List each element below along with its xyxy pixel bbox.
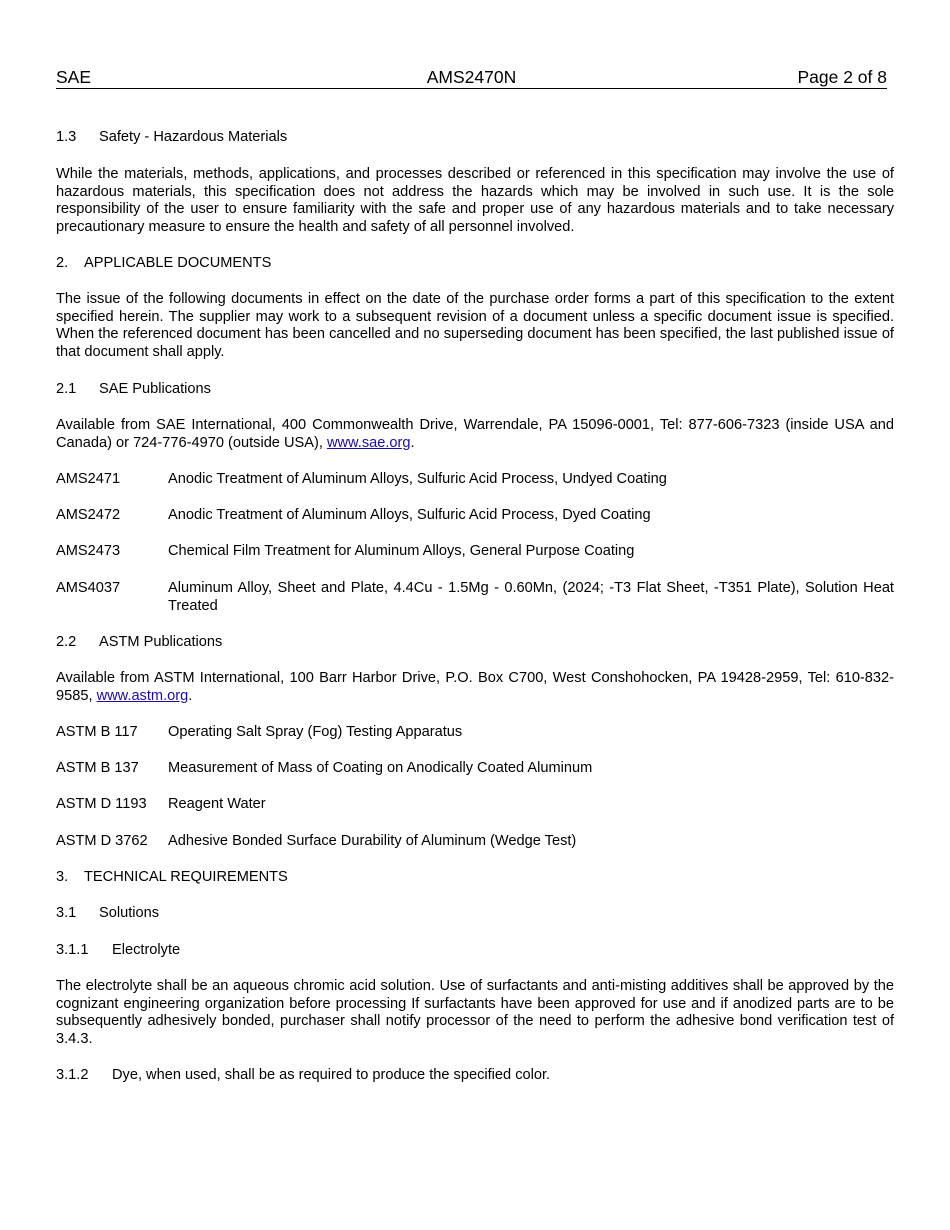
reference-row	[56, 724, 894, 742]
reference-row	[56, 507, 894, 525]
reference-code: AMS2473	[56, 543, 121, 559]
reference-title: Chemical Film Treatment for Aluminum Alloys, General Purpose Coating	[168, 543, 635, 559]
reference-row	[56, 543, 894, 561]
header-doc-id: AMS2470N	[426, 67, 517, 87]
reference-code: ASTM B 117	[56, 724, 138, 740]
astm-availability-text: Available from ASTM International, 100 Barr Harbor Drive, P.O. Box C700, West Conshohocken, PA 19428-2959, Tel: 610-832-9585, www.astm.org.	[56, 670, 894, 704]
header-org: SAE	[56, 67, 92, 87]
reference-code: ASTM B 137	[56, 760, 139, 776]
reference-code: AMS2472	[56, 507, 121, 523]
reference-code: AMS4037	[56, 580, 121, 596]
section-heading-3-1-1: 3.1.1 Electrolyte	[56, 942, 181, 958]
sae-availability-text: Available from SAE International, 400 Commonwealth Drive, Warrendale, PA 15096-0001, Tel: 877-606-7323 (inside USA and Canada) or 724-776-4970 (outside USA), www.sae.org.	[56, 417, 894, 451]
reference-row	[56, 471, 894, 489]
section-heading-1-3: 1.3 Safety - Hazardous Materials	[56, 129, 288, 145]
section-heading-2-1: 2.1 SAE Publications	[56, 381, 211, 397]
reference-title: Operating Salt Spray (Fog) Testing Apparatus	[168, 724, 463, 740]
header-page-number: Page 2 of 8	[797, 67, 887, 87]
reference-title: Anodic Treatment of Aluminum Alloys, Sulfuric Acid Process, Dyed Coating	[168, 507, 651, 523]
section-heading-3-1: 3.1 Solutions	[56, 905, 160, 921]
section-heading-3: 3. TECHNICAL REQUIREMENTS	[56, 869, 288, 885]
page-header	[56, 67, 887, 89]
reference-title: Adhesive Bonded Surface Durability of Aluminum (Wedge Test)	[168, 833, 577, 849]
sae-website-link[interactable]: www.sae.org	[326, 434, 411, 451]
reference-code: ASTM D 3762	[56, 833, 148, 849]
section-body-2: The issue of the following documents in effect on the date of the purchase order forms a part of this specification to the extent specified herein. The supplier may work to a subsequent revision of a document unless a specific document issue is specified. When the referenced document has been cancelled and no superseding document has been specified, the last published issue of that document shall apply.	[56, 291, 894, 360]
section-body-3-1-1: The electrolyte shall be an aqueous chromic acid solution. Use of surfactants and anti-misting additives shall be approved by the cognizant engineering organization before processing If surfactants have been approved for use and if anodized parts are to be subsequently adhesively bonded, purchaser shall notify processor of the need to perform the adhesive bond verification test of 3.4.3.	[56, 978, 894, 1047]
reference-row	[56, 796, 894, 814]
reference-code: ASTM D 1193	[56, 796, 147, 812]
reference-row	[56, 833, 894, 851]
astm-website-link[interactable]: www.astm.org	[96, 687, 189, 704]
reference-title: Measurement of Mass of Coating on Anodically Coated Aluminum	[168, 760, 593, 776]
section-heading-2: 2. APPLICABLE DOCUMENTS	[56, 255, 272, 271]
reference-row	[56, 580, 894, 615]
reference-title: Anodic Treatment of Aluminum Alloys, Sulfuric Acid Process, Undyed Coating	[168, 471, 667, 487]
section-3-1-2: 3.1.2 Dye, when used, shall be as required to produce the specified color.	[56, 1067, 551, 1083]
reference-row	[56, 760, 894, 778]
reference-title: Reagent Water	[168, 796, 266, 812]
reference-title: Aluminum Alloy, Sheet and Plate, 4.4Cu - 1.5Mg - 0.60Mn, (2024; -T3 Flat Sheet, -T351 Plate), Solution Heat Treated	[168, 580, 894, 614]
section-heading-2-2: 2.2 ASTM Publications	[56, 634, 223, 650]
reference-code: AMS2471	[56, 471, 121, 487]
section-body-1-3: While the materials, methods, applications, and processes described or referenced in this specification may involve the use of hazardous materials, this specification does not address the hazards which may be involved in such use. It is the sole responsibility of the user to ensure familiarity with the safe and proper use of any hazardous materials and to take necessary precautionary measure to ensure the health and safety of all personnel involved.	[56, 166, 894, 235]
